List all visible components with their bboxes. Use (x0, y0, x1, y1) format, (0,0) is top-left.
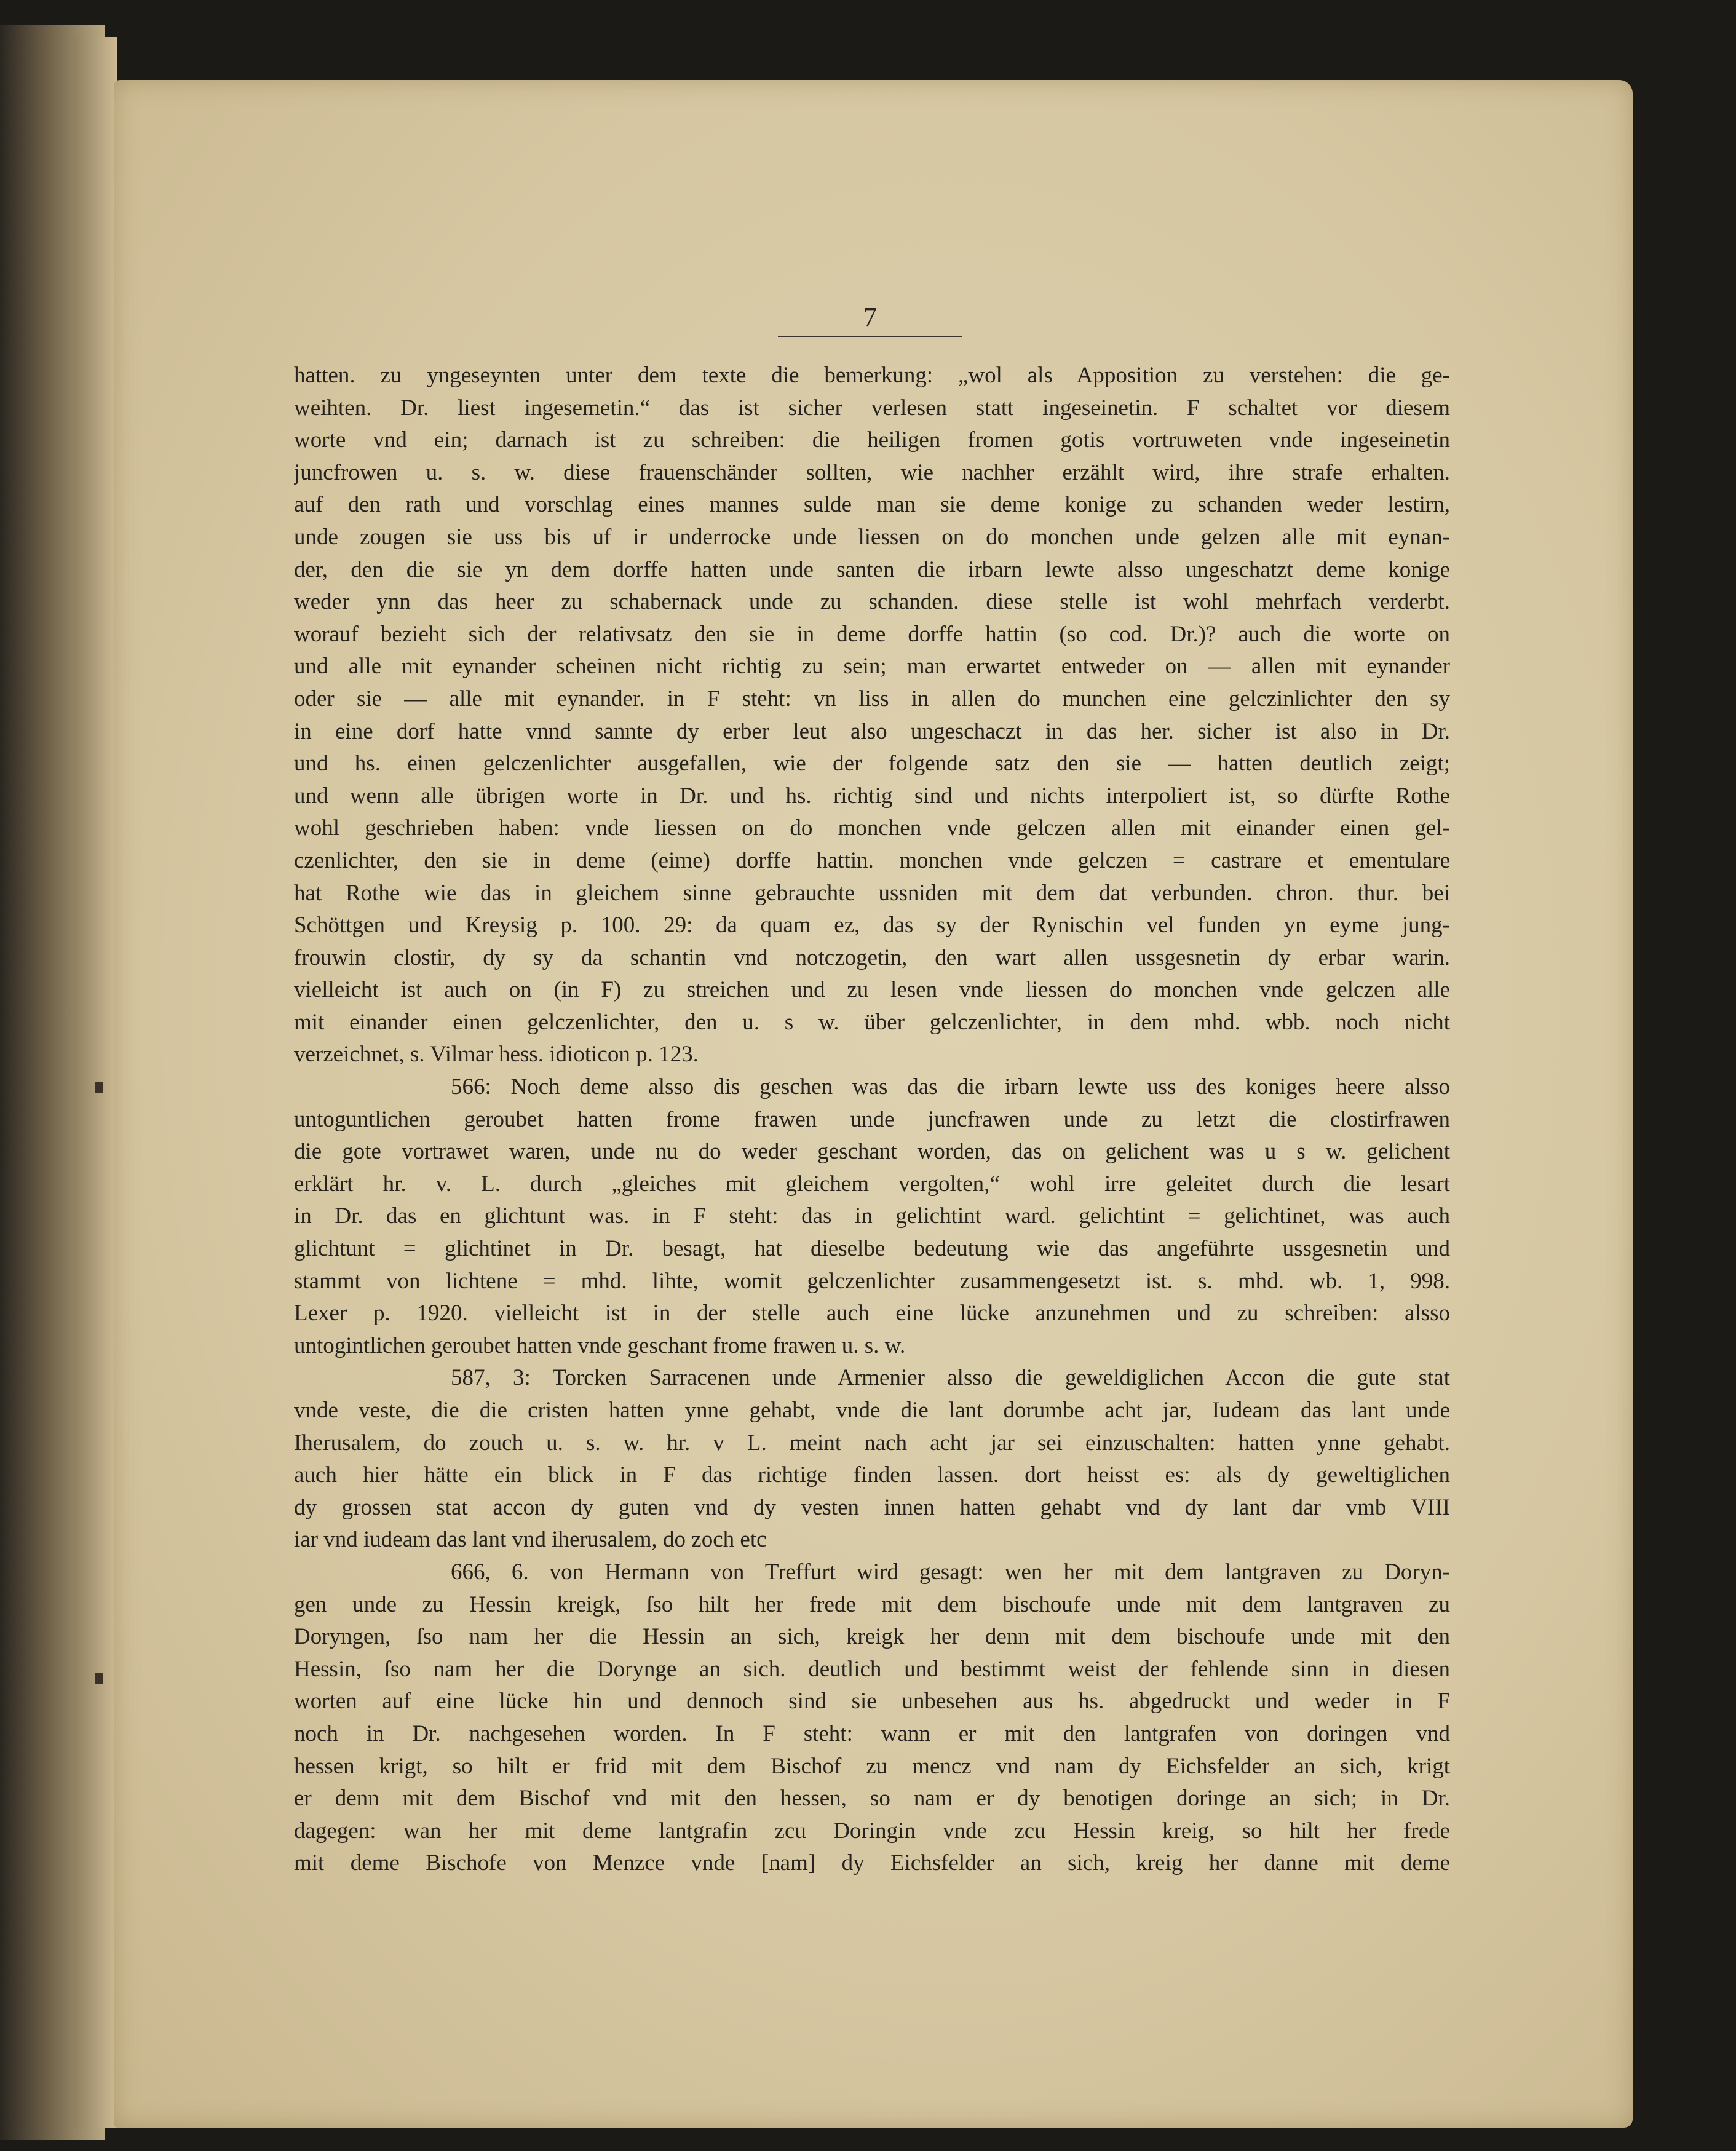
text-line: untogintlichen geroubet hatten vnde geschant frome frawen u. s. w. (294, 1333, 906, 1358)
body-text (294, 360, 1450, 1880)
text-line: worauf bezieht sich der relativsatz den sie in deme dorffe hattin (so cod. Dr.)? auch die worte on (294, 621, 1450, 647)
text-line: Doryngen, ſso nam her die Hessin an sich, kreigk her denn mit dem bischoufe unde mit den (294, 1624, 1450, 1650)
text-line: untoguntlichen geroubet hatten frome frawen unde juncfrawen unde zu letzt die clostirfrawen (294, 1106, 1450, 1132)
text-line: dagegen: wan her mit deme lantgrafin zcu Doringin vnde zcu Hessin kreig, so hilt her frede (294, 1818, 1450, 1844)
text-line: hessen krigt, so hilt er frid mit dem Bischof zu mencz vnd nam dy Eichsfelder an sich, krigt (294, 1753, 1450, 1779)
text-line: frouwin clostir, dy sy da schantin vnd notczogetin, den wart allen ussgesnetin dy erbar warin. (294, 945, 1450, 970)
text-line: Hessin, ſso nam her die Dorynge an sich. deutlich und bestimmt weist der fehlende sinn in diesen (294, 1656, 1450, 1682)
text-line: die gote vortrawet waren, unde nu do weder geschant worden, das on gelichent was u s w. gelichent (294, 1139, 1450, 1165)
text-line: oder sie — alle mit eynander. in F steht: vn liss in allen do munchen eine gelczinlichter den sy (294, 686, 1450, 711)
text-line: gen unde zu Hessin kreigk, ſso hilt her frede mit dem bischoufe unde mit dem lantgraven zu (294, 1591, 1450, 1617)
text-line: auch hier hätte ein blick in F das richtige finden lassen. dort heisst es: als dy geweltiglichen (294, 1462, 1450, 1488)
text-line: in eine dorf hatte vnnd sannte dy erber leut also ungeschaczt in das her. sicher ist also in Dr. (294, 718, 1450, 744)
text-line: hat Rothe wie das in gleichem sinne gebrauchte ussniden mit dem dat verbunden. chron. thur. bei (294, 880, 1450, 906)
text-line: Schöttgen und Kreysig p. 100. 29: da quam ez, das sy der Rynischin vel funden yn eyme jung- (294, 913, 1450, 938)
gutter-mark (95, 1082, 103, 1093)
text-line: stammt von lichtene = mhd. lihte, womit gelczenlichter zusammengesetzt ist. s. mhd. wb. 1, 998. (294, 1268, 1450, 1294)
text-line: er denn mit dem Bischof vnd mit den hessen, so nam er dy benotigen doringe an sich; in Dr. (294, 1786, 1450, 1812)
text-line: worten auf eine lücke hin und dennoch sind sie unbesehen aus hs. abgedruckt und weder in F (294, 1689, 1450, 1714)
page-number: 7 (863, 302, 877, 332)
text-line: auf den rath und vorschlag eines mannes sulde man sie deme konige zu schanden weder lestirn, (294, 492, 1450, 518)
text-line: Iherusalem, do zouch u. s. w. hr. v L. meint nach acht jar sei einzuschalten: hatten ynne gehabt. (294, 1430, 1450, 1456)
text-line: 666, 6. von Hermann von Treffurt wird gesagt: wen her mit dem lantgraven zu Doryn- (451, 1559, 1450, 1585)
text-line: mit einander einen gelczenlichter, den u. s w. über gelczenlichter, in dem mhd. wbb. noch nicht (294, 1009, 1450, 1035)
text-line: weder ynn das heer zu schabernack unde zu schanden. diese stelle ist wohl mehrfach verderbt. (294, 589, 1450, 615)
text-line: 587, 3: Torcken Sarracenen unde Armenier alsso die geweldiglichen Accon die gute stat (451, 1365, 1450, 1391)
page-number-rule (778, 336, 962, 337)
text-line: weihten. Dr. liest ingesemetin.“ das ist sicher verlesen statt ingeseinetin. F schaltet vor diesem (294, 395, 1450, 421)
text-line: unde zougen sie uss bis uf ir underrocke unde liessen on do monchen unde gelzen alle mit eynan- (294, 524, 1450, 550)
text-line: und alle mit eynander scheinen nicht richtig zu sein; man erwartet entweder on — allen mit eynander (294, 654, 1450, 679)
text-line: verzeichnet, s. Vilmar hess. idioticon p. 123. (294, 1042, 699, 1068)
text-line: erklärt hr. v. L. durch „gleiches mit gleichem vergolten,“ wohl irre geleitet durch die lesart (294, 1171, 1450, 1197)
text-line: iar vnd iudeam das lant vnd iherusalem, do zoch etc (294, 1527, 767, 1553)
text-line: worte vnd ein; darnach ist zu schreiben: die heiligen fromen gotis vortruweten vnde ingeseinetin (294, 427, 1450, 453)
text-line: und wenn alle übrigen worte in Dr. und hs. richtig sind und nichts interpoliert ist, so dürfte Rothe (294, 783, 1450, 809)
text-line: in Dr. das en glichtunt was. in F steht: das in gelichtint ward. gelichtint = gelichtinet, was auch (294, 1203, 1450, 1229)
text-line: czenlichter, den sie in deme (eime) dorffe hattin. monchen vnde gelczen = castrare et ementulare (294, 847, 1450, 873)
text-line: noch in Dr. nachgesehen worden. In F steht: wann er mit den lantgrafen von doringen vnd (294, 1721, 1450, 1746)
text-line: der, den die sie yn dem dorffe hatten unde santen die irbarn lewte alsso ungeschatzt deme konige (294, 557, 1450, 582)
gutter-mark (95, 1673, 103, 1684)
text-line: Lexer p. 1920. vielleicht ist in der stelle auch eine lücke anzunehmen und zu schreiben: alsso (294, 1301, 1450, 1326)
text-line: glichtunt = glichtinet in Dr. besagt, hat dieselbe bedeutung wie das angeführte ussgesnetin und (294, 1236, 1450, 1262)
text-line: mit deme Bischofe von Menzce vnde [nam] dy Eichsfelder an sich, kreig her danne mit deme (294, 1850, 1450, 1876)
text-line: 566: Noch deme alsso dis geschen was das die irbarn lewte uss des koniges heere alsso (451, 1074, 1450, 1100)
text-line: und hs. einen gelczenlichter ausgefallen, wie der folgende satz den sie — hatten deutlich zeigt; (294, 751, 1450, 777)
text-line: vnde veste, die die cristen hatten ynne gehabt, vnde die lant dorumbe acht jar, Iudeam das lant unde (294, 1398, 1450, 1423)
text-line: dy grossen stat accon dy guten vnd dy vesten innen hatten gehabt vnd dy lant dar vmb VIII (294, 1494, 1450, 1520)
text-line: vielleicht ist auch on (in F) zu streichen und zu lesen vnde liessen do monchen vnde gelczen alle (294, 977, 1450, 1003)
text-line: wohl geschrieben haben: vnde liessen on do monchen vnde gelczen allen mit einander einen gel- (294, 815, 1450, 841)
text-line: juncfrowen u. s. w. diese frauenschänder sollten, wie nachher erzählt wird, ihre strafe erhalten. (294, 459, 1450, 485)
text-line: hatten. zu yngeseynten unter dem texte die bemerkung: „wol als Apposition zu verstehen: die ge- (294, 363, 1450, 388)
